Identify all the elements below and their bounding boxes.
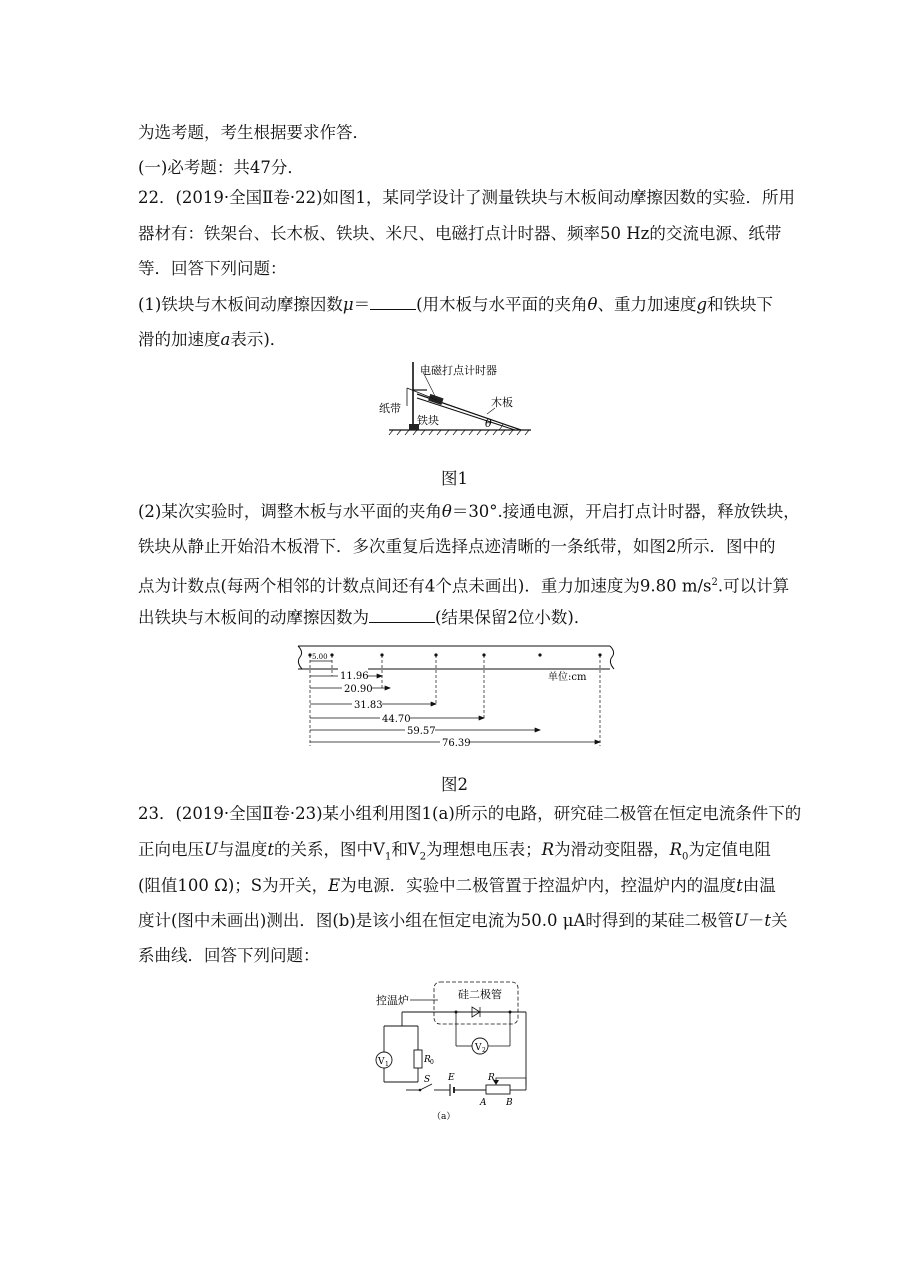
figure-2-paper-tape (290, 642, 620, 752)
label-board: 木板 (491, 396, 513, 409)
text: 为理想电压表； (426, 840, 542, 859)
q23-line-3 (138, 876, 776, 896)
q23-line-2 (138, 840, 771, 867)
text: 、重力加速度 (597, 295, 697, 314)
t-symbol: t (764, 911, 771, 930)
e-symbol: E (328, 876, 341, 895)
distance-label-3: 31.83 (354, 700, 383, 711)
text: (2)某次实验时，调整木板与水平面的夹角 (138, 502, 442, 521)
q22-part2-line-3 (138, 573, 789, 597)
r-symbol: R (541, 840, 555, 859)
text: 关 (770, 911, 788, 930)
label-block: 铁块 (417, 414, 439, 427)
text: 为定值电阻 (688, 840, 771, 859)
label-furnace: 控温炉 (376, 994, 409, 1007)
label-tape: 纸带 (379, 402, 401, 415)
text: .可以计算 (717, 576, 790, 596)
label-r0-sub: 0 (430, 1059, 434, 1066)
rheostat-r (486, 1085, 510, 1094)
u-symbol: U (733, 911, 748, 930)
label-e: E (448, 1073, 455, 1083)
text: ＝ (353, 295, 371, 314)
text: (1)铁块与木板间动摩擦因数 (138, 295, 343, 314)
superscript: 2 (711, 577, 718, 588)
section-title: (一)必考题：共47分． (138, 158, 304, 177)
q22-part1-line-2 (138, 330, 286, 350)
distance-label-5: 59.57 (407, 726, 436, 737)
theta-symbol: θ (587, 295, 598, 314)
subscript: 2 (419, 851, 427, 863)
text: ＝30°.接通电源，开启打点计时器，释放铁块， (451, 502, 800, 521)
text: (用木板与水平面的夹角 (416, 295, 588, 314)
q22-line-2: 器材有：铁架台、长木板、铁块、米尺、电磁打点计时器、频率50 Hz的交流电源、纸带 (138, 224, 782, 243)
label-v2-sub: 2 (482, 1047, 486, 1054)
theta-symbol: θ (441, 502, 452, 521)
q22-part2-line-4 (138, 608, 590, 628)
label-v2: V (475, 1043, 482, 1053)
figure-2-caption: 图2 (441, 775, 468, 794)
text: (结果保留2位小数)． (435, 608, 591, 627)
label-v1-sub: 1 (385, 1061, 389, 1068)
mu-symbol: μ (342, 295, 354, 314)
q22-part2-line-2: 铁块从静止开始沿木板滑下．多次重复后选择点迹清晰的一条纸带，如图2所示．图中的 (138, 537, 776, 556)
distance-label-2: 20.90 (344, 684, 373, 695)
label-timer: 电磁打点计时器 (420, 364, 497, 377)
distance-label-6: 76.39 (442, 738, 471, 749)
figure-a-caption: （a） (432, 1112, 456, 1122)
count-dot (538, 653, 541, 656)
subscript: 1 (384, 851, 392, 863)
q22-line-1: 22．(2019·全国Ⅱ卷·22)如图1，某同学设计了测量铁块与木板间动摩擦因数的实验．所用 (138, 188, 796, 207)
label-r0: R (424, 1055, 431, 1065)
label-b: B (506, 1098, 513, 1108)
label-v1: V (378, 1057, 385, 1067)
text: 表示)． (230, 330, 287, 349)
q22-line-3: 等．回答下列问题： (138, 259, 287, 278)
text: － (747, 911, 765, 930)
label-angle: θ (485, 417, 492, 430)
g-symbol: g (696, 295, 708, 314)
distance-label-4: 44.70 (382, 714, 411, 725)
q23-line-4 (138, 911, 787, 931)
text: 与温度 (217, 840, 268, 859)
subscript: 0 (682, 851, 689, 863)
t-symbol: t (736, 876, 743, 895)
answer-blank (369, 608, 435, 623)
r0-symbol: R (669, 840, 683, 859)
resistor-r0 (414, 1050, 422, 1068)
q23-line-1: 23．(2019·全国Ⅱ卷·23)某小组利用图1(a)所示的电路，研究硅二极管在恒定电流条件下的 (138, 804, 802, 823)
a-symbol: a (220, 330, 231, 349)
q23-line-5: 系曲线．回答下列问题： (138, 946, 320, 965)
text: (阻值100 Ω)；S为开关， (138, 876, 329, 895)
u-symbol: U (204, 840, 218, 859)
q22-part2-line-1 (138, 502, 800, 522)
text: 滑的加速度 (138, 330, 221, 349)
intro-line: 为选考题，考生根据要求作答． (138, 123, 369, 142)
q22-part1-line-1 (138, 295, 773, 315)
figure-1-caption: 图1 (441, 469, 468, 488)
text: 为滑动变阻器， (554, 840, 670, 859)
label-diode: 硅二极管 (458, 988, 502, 1001)
label-r: R (488, 1073, 495, 1083)
label-a: A (480, 1098, 487, 1108)
text: 点为计数点(每两个相邻的计数点间还有4个点未画出)．重力加速度为9.80 m/s (138, 576, 712, 596)
figure-a-circuit (372, 978, 542, 1123)
text: 的关系，图中V (274, 840, 385, 859)
text: 正向电压 (138, 840, 204, 859)
unit-label: 单位:cm (548, 672, 587, 683)
text: 和V (391, 840, 420, 859)
text: 由温 (742, 876, 776, 895)
label-s: S (424, 1075, 431, 1085)
text: 为电源．实验中二极管置于控温炉内，控温炉内的温度 (340, 876, 737, 895)
distance-label-1: 11.96 (340, 671, 369, 682)
answer-blank (370, 295, 416, 310)
figure-1-diagram (375, 358, 535, 438)
distance-label-0: 5.00 (312, 653, 328, 661)
text: 度计(图中未画出)测出．图(b)是该小组在恒定电流为50.0 μA时得到的某硅二极管 (138, 911, 734, 930)
text: 出铁块与木板间的动摩擦因数为 (138, 608, 369, 627)
text: 和铁块下 (707, 295, 774, 314)
t-symbol: t (267, 840, 275, 859)
